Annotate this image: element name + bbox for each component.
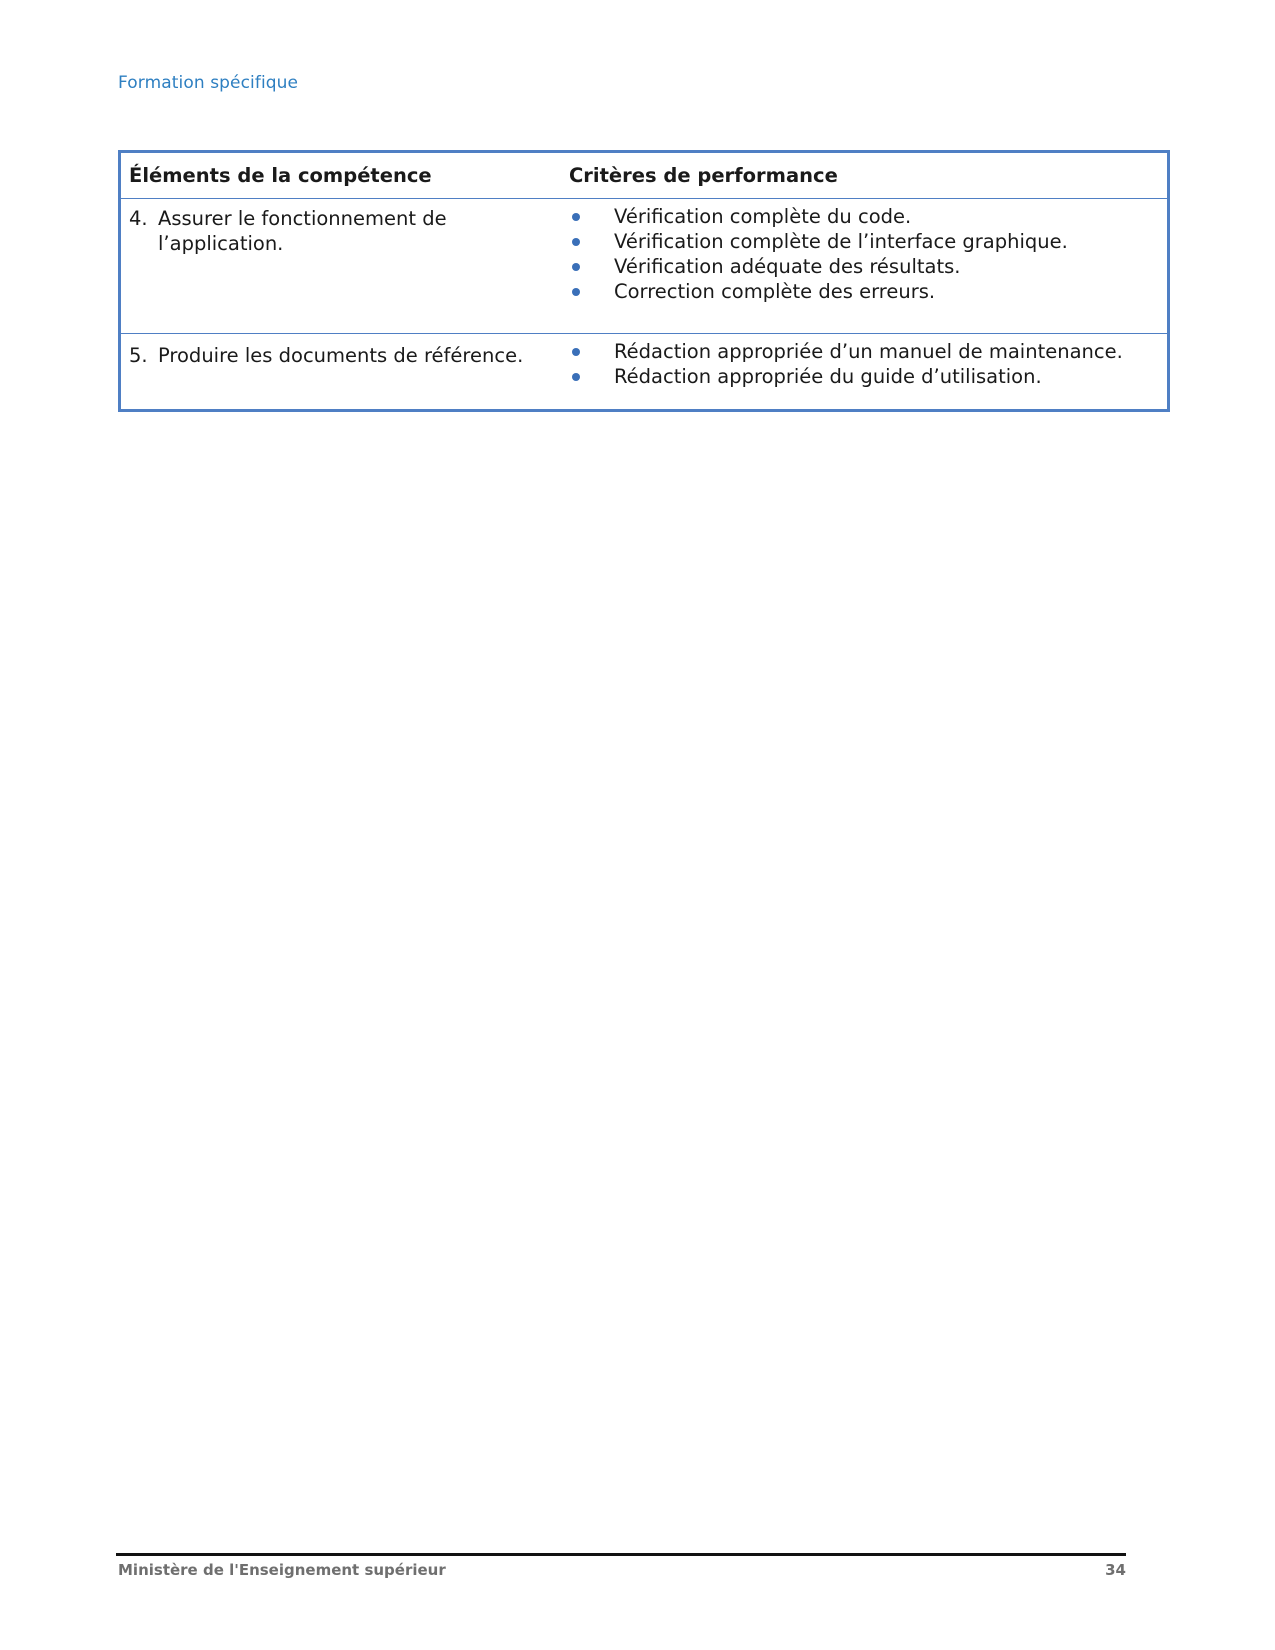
- element-item: [129, 206, 549, 256]
- column-header-elements: Éléments de la compétence: [129, 164, 432, 187]
- footer-page-number: 34: [1105, 1561, 1126, 1579]
- page-header-title: Formation spécifique: [118, 73, 299, 93]
- element-cell: [129, 334, 549, 412]
- criteria-text: Vérification complète du code.: [614, 205, 912, 228]
- criteria-text: Vérification adéquate des résultats.: [614, 255, 961, 278]
- criteria-item: [569, 204, 1159, 229]
- table-header-row: [121, 153, 1167, 199]
- criteria-cell: [569, 198, 1159, 333]
- criteria-text: Correction complète des erreurs.: [614, 280, 936, 303]
- criteria-list: [569, 204, 1159, 304]
- criteria-cell: [569, 334, 1159, 412]
- criteria-item: [569, 254, 1159, 279]
- table-row: [121, 198, 1167, 334]
- element-number: 5.: [129, 344, 148, 367]
- footer-divider: [116, 1553, 1126, 1556]
- criteria-item: [569, 279, 1159, 304]
- bullet-icon: [569, 229, 614, 254]
- criteria-item: [569, 364, 1159, 389]
- criteria-list: [569, 339, 1159, 389]
- element-text: Produire les documents de référence.: [158, 344, 524, 367]
- criteria-text: Rédaction appropriée d’un manuel de maintenance.: [614, 340, 1123, 363]
- column-header-criteria: Critères de performance: [569, 164, 838, 187]
- table-row: [121, 334, 1167, 412]
- element-cell: [129, 198, 549, 333]
- element-text: Assurer le fonctionnement de l’application.: [158, 207, 447, 255]
- criteria-item: [569, 229, 1159, 254]
- footer-organization: Ministère de l'Enseignement supérieur: [118, 1561, 446, 1579]
- bullet-icon: [569, 254, 614, 279]
- criteria-item: [569, 339, 1159, 364]
- bullet-icon: [569, 204, 614, 229]
- bullet-icon: [569, 339, 614, 364]
- element-item: [129, 343, 549, 368]
- criteria-text: Rédaction appropriée du guide d’utilisation.: [614, 365, 1042, 388]
- criteria-text: Vérification complète de l’interface graphique.: [614, 230, 1068, 253]
- bullet-icon: [569, 364, 614, 389]
- competence-table: [118, 150, 1170, 412]
- bullet-icon: [569, 279, 614, 304]
- element-number: 4.: [129, 207, 148, 230]
